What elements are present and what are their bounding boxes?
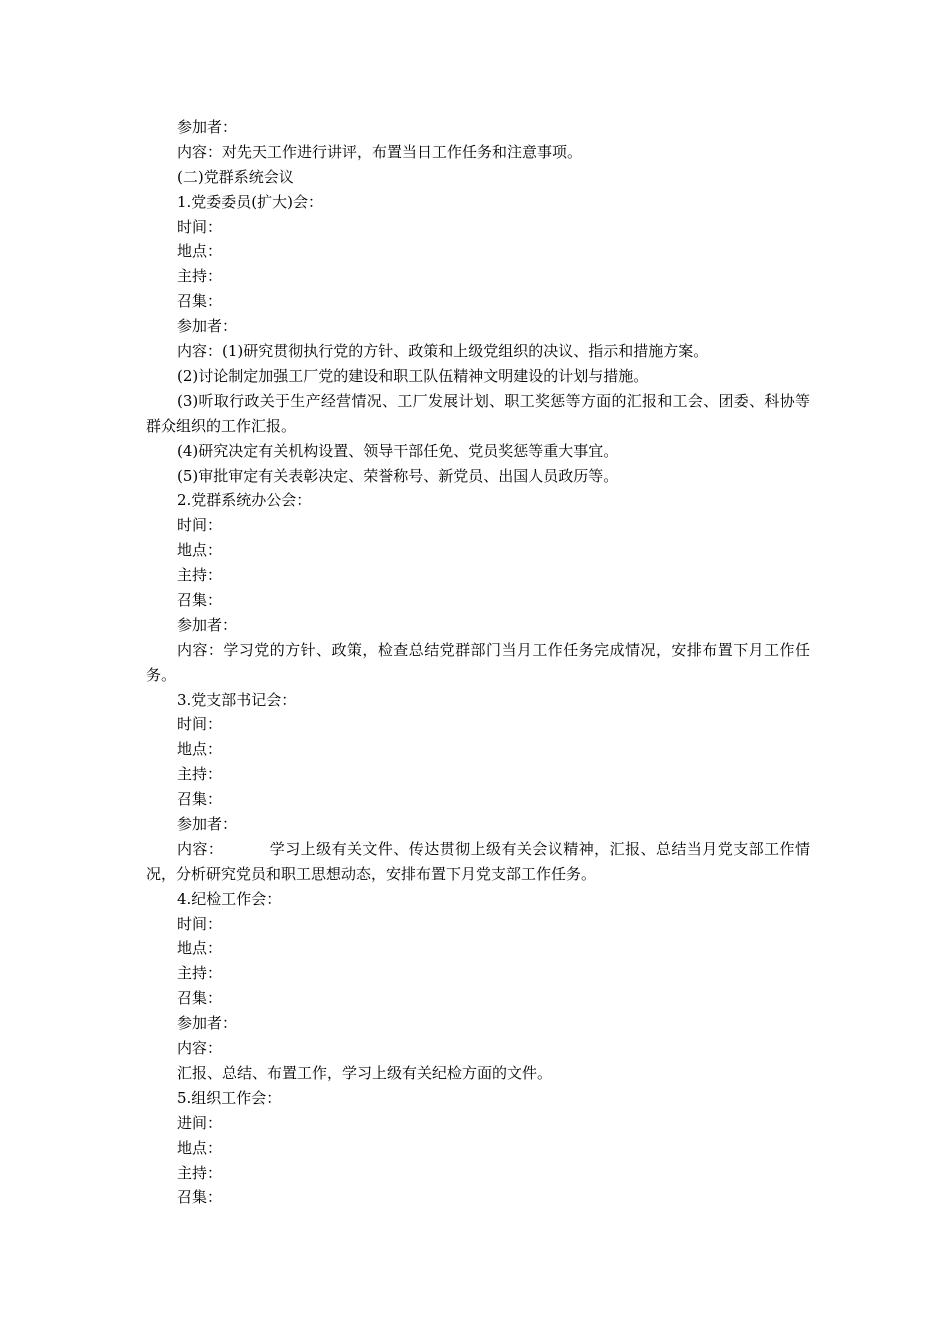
field-label: 参加者：	[177, 815, 238, 833]
field-label: 主持：	[177, 765, 223, 784]
field-label: 召集：	[177, 590, 223, 609]
field-label: 时间：	[177, 715, 223, 734]
field-label: 主持：	[177, 566, 223, 585]
content-label: 内容：	[177, 839, 224, 858]
field-label: 召集：	[177, 1188, 223, 1207]
field-label: 参加者：	[177, 317, 238, 336]
subsection-heading: 5.组织工作会：	[177, 1088, 282, 1107]
field-label: 地点：	[177, 242, 223, 261]
field-label: 主持：	[177, 1163, 223, 1182]
field-label: 参加者：	[177, 615, 238, 634]
text-paragraph	[146, 837, 810, 887]
section-heading: (二)党群系统会议	[177, 167, 294, 186]
field-label: 地点：	[177, 740, 223, 759]
subsection-heading: 2.党群系统办公会：	[177, 491, 312, 510]
text-line: 内容：对先天工作进行讲评，布置当日工作任务和注意事项。	[177, 142, 583, 161]
text-line: 汇报、总结、布置工作，学习上级有关纪检方面的文件。	[177, 1063, 553, 1082]
document-body	[146, 115, 810, 1210]
field-label: 进间：	[177, 1113, 223, 1132]
text-line: (2)讨论制定加强工厂党的建设和职工队伍精神文明建设的计划与措施。	[177, 366, 649, 385]
field-label: 参加者：	[177, 1014, 238, 1033]
field-label: 时间：	[177, 914, 223, 933]
field-label: 主持：	[177, 964, 223, 983]
field-label: 召集：	[177, 790, 223, 809]
subsection-heading: 4.纪检工作会：	[177, 889, 282, 908]
subsection-heading: 3.党支部书记会：	[177, 690, 297, 709]
text-paragraph: 内容：学习党的方针、政策，检查总结党群部门当月工作任务完成情况，安排布置下月工作任务。	[146, 640, 810, 684]
field-label: 主持：	[177, 267, 223, 286]
text-line: 内容：(1)研究贯彻执行党的方针、政策和上级党组织的决议、指示和措施方案。	[177, 342, 709, 361]
text-line: (4)研究决定有关机构设置、领导干部任免、党员奖惩等重大事宜。	[177, 441, 619, 460]
content-text: 学习上级有关文件、传达贯彻上级有关会议精神，汇报、总结当月党支部工作情况，分析研究党员和职工思想动态，安排布置下月党支部工作任务。	[146, 839, 810, 883]
text-line: (5)审批审定有关表彰决定、荣誉称号、新党员、出国人员政历等。	[177, 466, 619, 485]
field-label: 时间：	[177, 516, 223, 535]
field-label: 召集：	[177, 292, 223, 311]
field-label: 召集：	[177, 989, 223, 1008]
field-label: 地点：	[177, 939, 223, 958]
field-label: 地点：	[177, 1138, 223, 1157]
text-line: 参加者：	[177, 118, 238, 136]
field-label: 内容：	[177, 1039, 223, 1058]
field-label: 地点：	[177, 541, 223, 560]
subsection-heading: 1.党委委员(扩大)会：	[177, 192, 324, 211]
field-label: 时间：	[177, 217, 223, 236]
text-paragraph: (3)听取行政关于生产经营情况、工厂发展计划、职工奖惩等方面的汇报和工会、团委、科协等群众组织的工作汇报。	[146, 391, 810, 435]
